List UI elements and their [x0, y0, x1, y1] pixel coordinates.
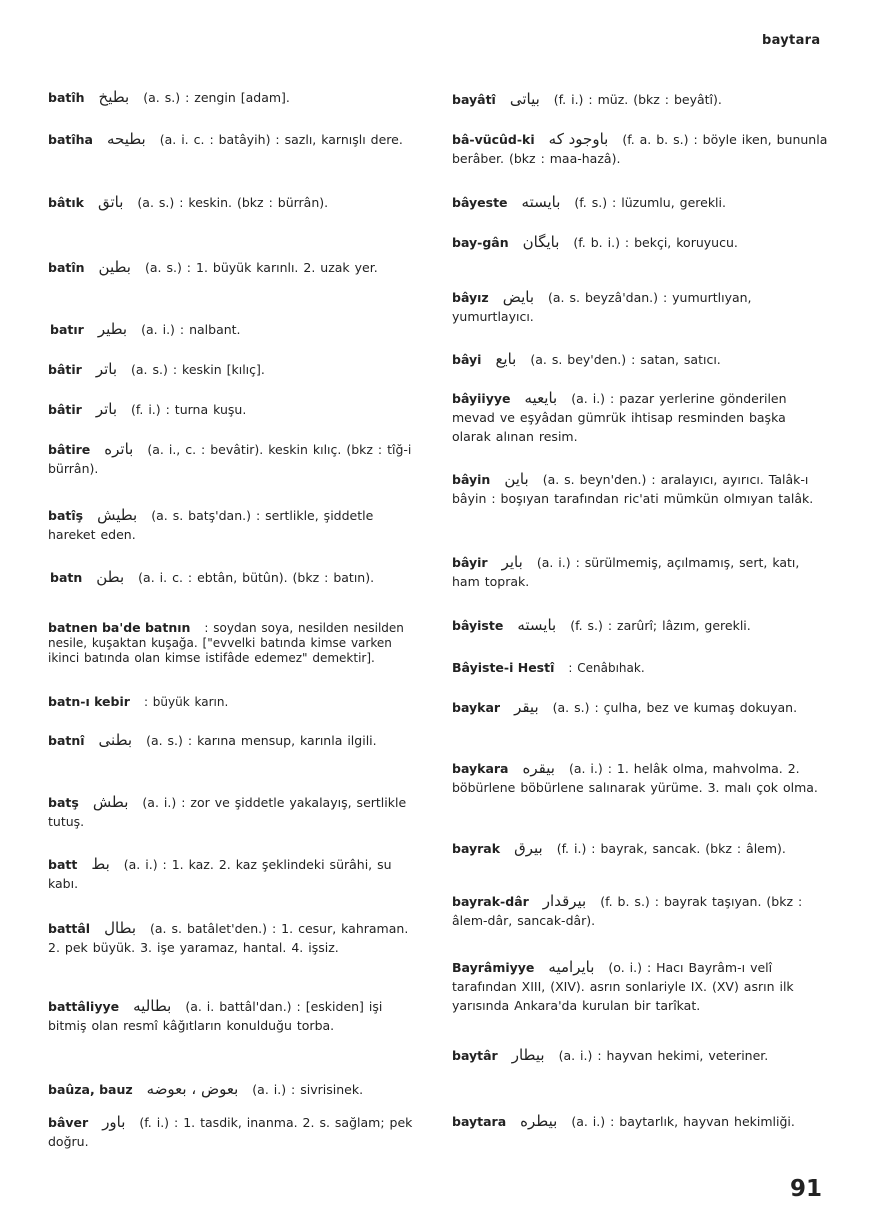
entry-arabic-script: بعوض ، بعوضه: [146, 1080, 239, 1098]
entry-headword: batt: [48, 857, 78, 872]
entry-arabic-script: بطال: [104, 919, 137, 937]
entry-definition: (a. s. batş'dan.) : sertlikle, şiddetle hareket eden.: [48, 508, 374, 542]
entry-definition: (a. s.) : keskin. (bkz : bürrân).: [137, 195, 329, 210]
entry-arabic-script: بايگان: [522, 233, 560, 251]
entry-arabic-script: بطير: [97, 320, 128, 338]
entry-headword: bâ-vücûd-ki: [452, 132, 535, 147]
entry-definition: (f. s.) : lüzumlu, gerekli.: [574, 195, 726, 210]
entry-headword: baûza, bauz: [48, 1082, 133, 1097]
dictionary-entry: [452, 389, 828, 446]
entry-headword: bayrak: [452, 841, 501, 856]
entry-definition: (a. s. beyn'den.) : aralayıcı, ayırıcı. Talâk-ı bâyin : boşıyan tarafından ric'ati mümkün olmıyan talâk.: [452, 472, 814, 506]
entry-headword: bâtık: [48, 195, 84, 210]
entry-definition: (a. i.) : sivrisinek.: [252, 1082, 364, 1097]
entry-definition: : Cenâbıhak.: [568, 661, 645, 675]
entry-arabic-script: بطيحه: [106, 130, 146, 148]
dictionary-entry: [452, 350, 828, 369]
dictionary-entry: [452, 1046, 828, 1065]
entry-headword: bâtir: [48, 362, 82, 377]
entry-definition: (a. i.) : hayvan hekimi, veteriner.: [558, 1048, 769, 1063]
entry-headword: batn: [50, 570, 83, 585]
entry-arabic-script: بطيش: [97, 506, 138, 524]
entry-arabic-script: بيرقدار: [542, 892, 587, 910]
entry-headword: batnen ba'de batnın: [48, 620, 191, 635]
entry-headword: bâtire: [48, 442, 91, 457]
running-head: baytara: [762, 33, 821, 48]
entry-definition: (a. i.) : baytarlık, hayvan hekimliği.: [571, 1114, 795, 1129]
entry-arabic-script: باور: [102, 1113, 126, 1131]
dictionary-entry: [452, 698, 828, 717]
entry-headword: batır: [50, 322, 84, 337]
dictionary-entry: [452, 90, 828, 109]
dictionary-entry: [48, 400, 424, 419]
dictionary-entry: [48, 568, 426, 587]
entry-definition: (f. i.) : 1. tasdik, inanma. 2. s. sağlam; pek doğru.: [48, 1115, 413, 1149]
dictionary-entry: [452, 553, 828, 591]
dictionary-entry: [48, 855, 424, 893]
dictionary-entry: [48, 997, 424, 1035]
dictionary-entry: [48, 88, 424, 107]
entry-arabic-script: بايعيه: [524, 389, 558, 407]
dictionary-entry: [48, 258, 424, 277]
entry-arabic-script: باتره: [104, 440, 134, 458]
entry-headword: batnî: [48, 733, 85, 748]
entry-headword: bâyiste: [452, 618, 504, 633]
entry-definition: (a. s. batâlet'den.) : 1. cesur, kahraman. 2. pek büyük. 3. işe yaramaz, hantal. 4. işsiz.: [48, 921, 409, 955]
entry-arabic-script: بطن: [96, 568, 125, 586]
entry-definition: (f. b. i.) : bekçi, koruyucu.: [573, 235, 738, 250]
entry-definition: (a. s.) : zengin [adam].: [143, 90, 290, 105]
entry-headword: battâl: [48, 921, 91, 936]
entry-headword: batîha: [48, 132, 93, 147]
entry-headword: bayâtî: [452, 92, 496, 107]
entry-definition: (f. i.) : bayrak, sancak. (bkz : âlem).: [556, 841, 786, 856]
entry-definition: (a. i.) : 1. kaz. 2. kaz şeklindeki sürâhi, su kabı.: [48, 857, 392, 891]
entry-arabic-script: بيطار: [511, 1046, 545, 1064]
dictionary-entry: [48, 919, 424, 957]
entry-definition: (a. s.) : karına mensup, karınla ilgili.: [146, 733, 377, 748]
entry-headword: baykar: [452, 700, 501, 715]
dictionary-entry: [452, 759, 828, 797]
entry-headword: batn-ı kebir: [48, 694, 130, 709]
entry-arabic-script: بيقر: [514, 698, 539, 716]
dictionary-entry: [48, 440, 424, 478]
entry-definition: (a. i.) : sürülmemiş, açılmamış, sert, katı, ham toprak.: [452, 555, 800, 589]
dictionary-entry: [452, 1112, 828, 1131]
entry-definition: (a. s.) : 1. büyük karınlı. 2. uzak yer.: [144, 260, 378, 275]
entry-arabic-script: بطيخ: [98, 88, 130, 106]
dictionary-entry: [452, 660, 828, 676]
entry-definition: (a. i.) : nalbant.: [141, 322, 241, 337]
dictionary-entry: [452, 958, 828, 1015]
dictionary-entry: [48, 1080, 424, 1099]
entry-arabic-script: بطاليه: [133, 997, 172, 1015]
entry-arabic-script: بايع: [495, 350, 517, 368]
entry-headword: bâtir: [48, 402, 82, 417]
dictionary-entry: [452, 193, 828, 212]
entry-arabic-script: بيقره: [522, 759, 555, 777]
entry-arabic-script: بايض: [502, 288, 535, 306]
entry-headword: bay-gân: [452, 235, 509, 250]
entry-headword: bâver: [48, 1115, 89, 1130]
entry-arabic-script: باوجود كه: [548, 130, 609, 148]
dictionary-entry: [48, 320, 426, 339]
entry-headword: baykara: [452, 761, 509, 776]
dictionary-entry: [452, 233, 828, 252]
entry-arabic-script: بيطره: [520, 1112, 558, 1130]
dictionary-entry: [452, 892, 828, 930]
dictionary-entry: [452, 130, 828, 168]
entry-arabic-script: بايسته: [517, 616, 557, 634]
dictionary-entry: [48, 731, 424, 750]
dictionary-entry: [452, 839, 828, 858]
entry-definition: (f. i.) : turna kuşu.: [131, 402, 247, 417]
entry-headword: batş: [48, 795, 79, 810]
entry-definition: (f. i.) : müz. (bkz : beyâtî).: [553, 92, 722, 107]
entry-headword: bâyiiyye: [452, 391, 511, 406]
entry-arabic-script: باتق: [97, 193, 124, 211]
entry-arabic-script: بطين: [98, 258, 131, 276]
dictionary-entry: [48, 1113, 424, 1151]
dictionary-entry: [48, 193, 424, 212]
dictionary-entry: [48, 694, 424, 710]
entry-definition: (a. s.) : keskin [kılıç].: [131, 362, 265, 377]
entry-headword: bâyi: [452, 352, 482, 367]
dictionary-entry: [48, 793, 424, 831]
entry-definition: (a. i.) : pazar yerlerine gönderilen mevad ve eşyâdan gümrük ihtisap resminden başka olarak alınan resim.: [452, 391, 787, 444]
entry-headword: baytara: [452, 1114, 507, 1129]
entry-headword: bâyeste: [452, 195, 508, 210]
entry-arabic-script: بط: [91, 855, 110, 873]
entry-headword: batîn: [48, 260, 85, 275]
entry-definition: (o. i.) : Hacı Bayrâm-ı velî tarafından XIII, (XIV). asrın sonlariyle IX. (XV) asrın ilk yarısında Ankara'da kurulan bir tarîkat.: [452, 960, 794, 1013]
entry-definition: (a. s.) : çulha, bez ve kumaş dokuyan.: [552, 700, 798, 715]
entry-arabic-script: باتر: [95, 360, 118, 378]
entry-arabic-script: بايسته: [521, 193, 561, 211]
page-number: 91: [790, 1176, 823, 1202]
entry-definition: (a. i. battâl'dan.) : [eskiden] işi bitmiş olan resmî kâğıtların konulduğu torba.: [48, 999, 383, 1033]
entry-definition: (f. s.) : zarûrî; lâzım, gerekli.: [570, 618, 751, 633]
entry-definition: (a. s. beyzâ'dan.) : yumurtlıyan, yumurtlayıcı.: [452, 290, 752, 324]
dictionary-entry: [48, 506, 424, 544]
entry-headword: batîh: [48, 90, 85, 105]
entry-definition: : soydan soya, nesilden nesilden nesile, kuşaktan kuşağa. ["evvelki batında kimse varken ikinci batında olan kimse istifâde edemez" demektir].: [48, 621, 404, 665]
dictionary-entry: [48, 620, 424, 666]
entry-headword: batîş: [48, 508, 84, 523]
entry-arabic-script: بطش: [92, 793, 129, 811]
entry-headword: bayrak-dâr: [452, 894, 529, 909]
entry-arabic-script: بايراميه: [548, 958, 595, 976]
entry-arabic-script: باتر: [95, 400, 118, 418]
dictionary-entry: [452, 616, 828, 635]
entry-arabic-script: بطنى: [98, 731, 133, 749]
entry-arabic-script: باين: [504, 470, 529, 488]
entry-headword: Bâyiste-i Hestî: [452, 660, 555, 675]
entry-definition: (a. i. c. : batâyih) : sazlı, karnışlı dere.: [159, 132, 403, 147]
dictionary-entry: [452, 288, 828, 326]
entry-definition: (a. i.) : zor ve şiddetle yakalayış, sertlikle tutuş.: [48, 795, 407, 829]
entry-definition: (f. b. s.) : bayrak taşıyan. (bkz : âlem-dâr, sancak-dâr).: [452, 894, 803, 928]
entry-definition: (a. i., c. : bevâtir). keskin kılıç. (bkz : tîğ-i bürrân).: [48, 442, 412, 476]
entry-arabic-script: باير: [501, 553, 523, 571]
entry-headword: bâyin: [452, 472, 491, 487]
entry-headword: baytâr: [452, 1048, 498, 1063]
dictionary-entry: [48, 360, 424, 379]
entry-arabic-script: بياتى: [509, 90, 540, 108]
entry-definition: (f. a. b. s.) : böyle iken, bununla berâber. (bkz : maa-hazâ).: [452, 132, 828, 166]
entry-definition: (a. i.) : 1. helâk olma, mahvolma. 2. böbürlene böbürlene salınarak yürüme. 3. malı çok olma.: [452, 761, 818, 795]
dictionary-entry: [48, 130, 424, 149]
entry-headword: bâyir: [452, 555, 488, 570]
dictionary-entry: [452, 470, 828, 508]
entry-headword: bâyız: [452, 290, 489, 305]
entry-arabic-script: بيرق: [514, 839, 543, 857]
entry-definition: (a. s. bey'den.) : satan, satıcı.: [530, 352, 721, 367]
entry-headword: battâliyye: [48, 999, 120, 1014]
entry-definition: : büyük karın.: [143, 695, 229, 709]
entry-definition: (a. i. c. : ebtân, bütûn). (bkz : batın).: [138, 570, 375, 585]
entry-headword: Bayrâmiyye: [452, 960, 535, 975]
